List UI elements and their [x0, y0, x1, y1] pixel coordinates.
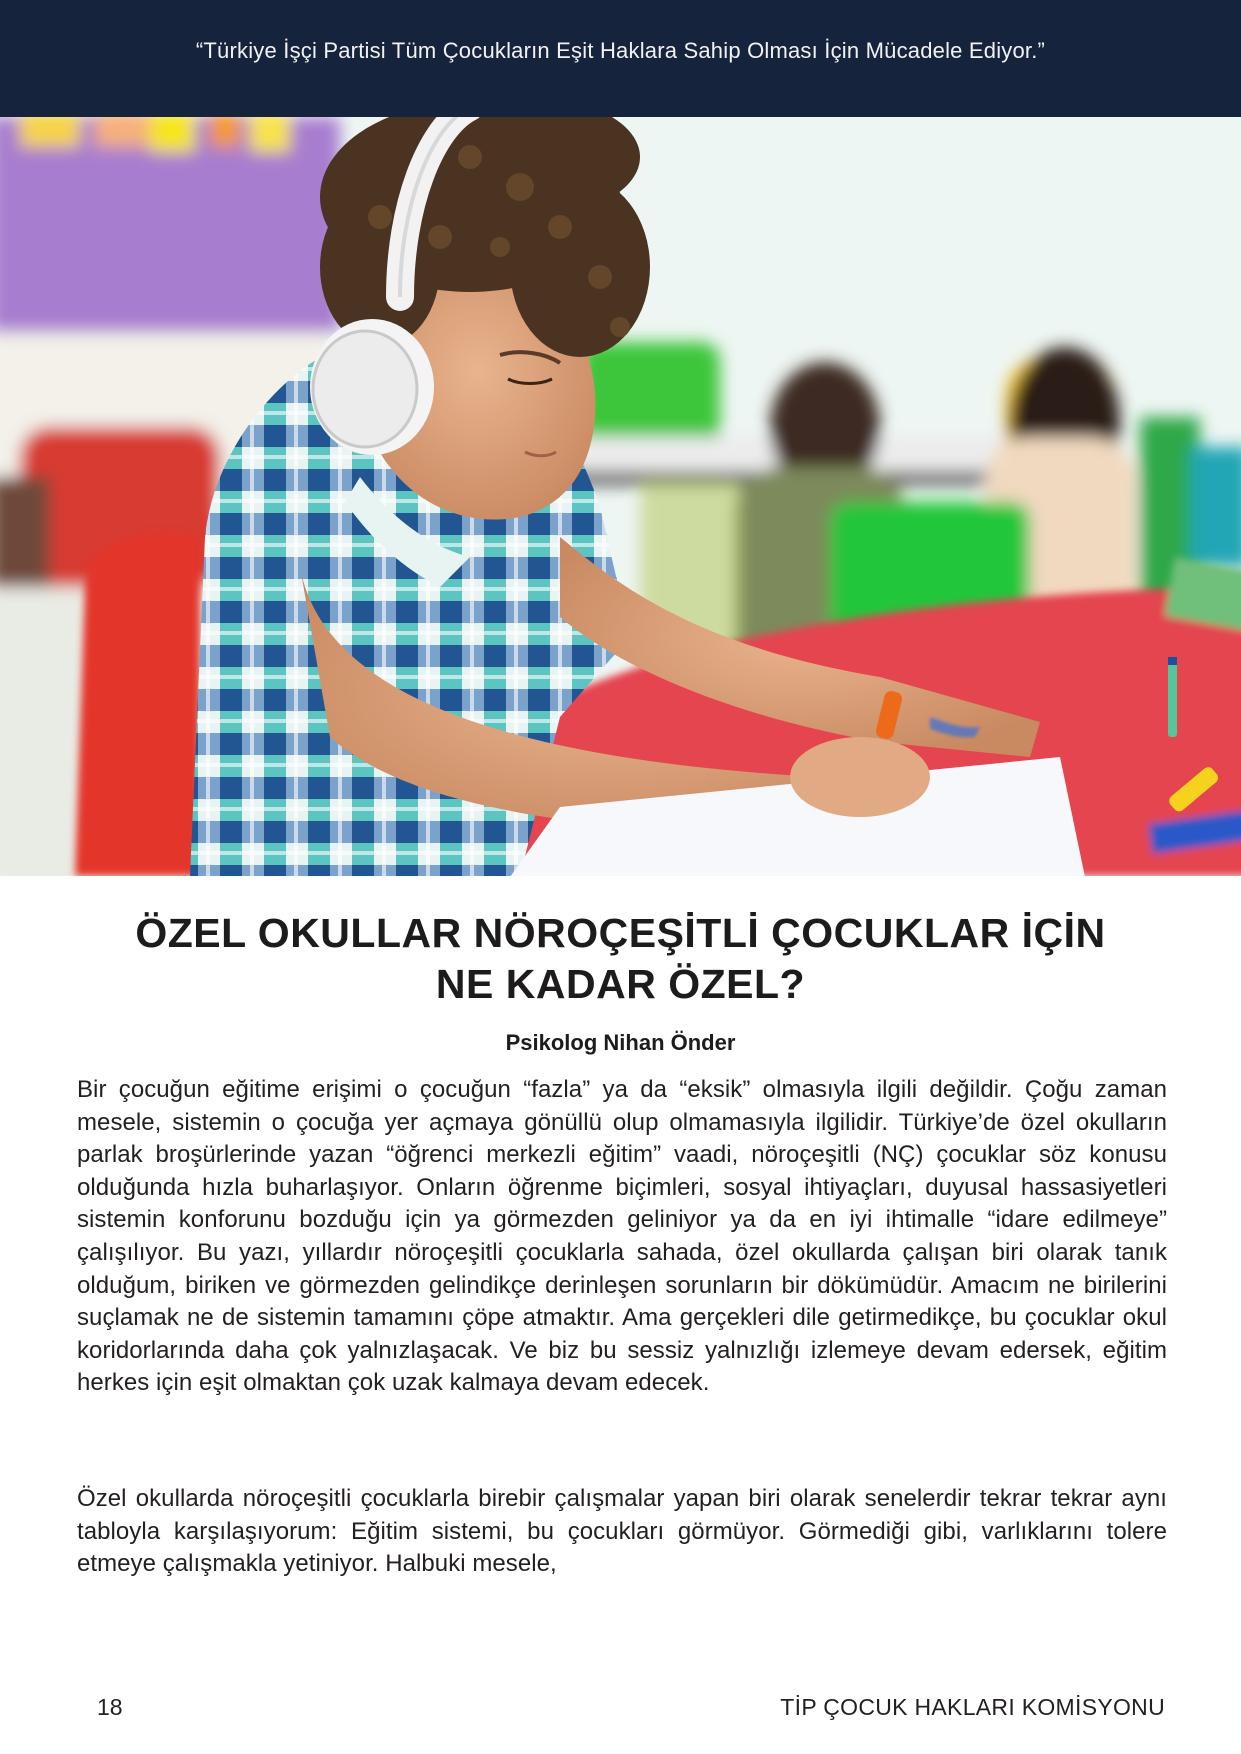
article-title-line-2: NE KADAR ÖZEL? [435, 961, 806, 1007]
page-number: 18 [97, 1694, 123, 1720]
article-title [80, 908, 1161, 1010]
hero-photo [0, 117, 1241, 876]
footer-organization: TİP ÇOCUK HAKLARI KOMİSYONU [780, 1694, 1165, 1720]
article-author: Psikolog Nihan Önder [505, 1030, 736, 1055]
article-paragraph: Bir çocuğun eğitime erişimi o çocuğun “fazla” ya da “eksik” olmasıyla ilgili değildir. Çoğu zaman mesele, sistemin o çocuğa yer açmaya gönüllü olup olmamasıyla ilgilidir. Türkiye’de özel okulların parlak broşürlerinde yazan “öğrenci merkezli eğitim” vaadi, nöroçeşitli (NÇ) çocuklar söz konusu olduğunda hızla buharlaşıyor. Onların öğrenme biçimleri, sosyal ihtiyaçları, duyusal hassasiyetleri sistemin konforunu bozduğu için ya görmezden geliniyor ya da en iyi ihtimalle “idare edilmeye” çalışılıyor. Bu yazı, yıllardır nöroçeşitli çocuklarla sahada, özel okullarda çalışan biri olarak tanık olduğum, biriken ve görmezden gelindikçe derinleşen sorunların bir dökümüdür. Amacım ne birilerini suçlamak ne de sistemin tamamını çöpe atmaktır. Ama gerçekleri dile getirmedikçe, bu çocuklar okul koridorlarında daha çok yalnızlaşacak. Ve biz bu sessiz yalnızlığı izlemeye devam edersek, eğitim herkes için eşit olmaktan çok uzak kalmaya devam edecek. [77, 1076, 1167, 1397]
photo-child-drawing-with-headphones [0, 117, 1241, 876]
header-quote: “Türkiye İşçi Partisi Tüm Çocukların Eşit Haklara Sahip Olması İçin Mücadele Ediyor.” [195, 38, 1046, 63]
article-title-line-1: ÖZEL OKULLAR NÖROÇEŞİTLİ ÇOCUKLAR İÇİN [135, 910, 1106, 956]
article-paragraph: Özel okullarda nöroçeşitli çocuklarla birebir çalışmalar yapan biri olarak senelerdir tekrar tekrar aynı tabloyla karşılaşıyorum: Eğitim sistemi, bu çocukları görmüyor. Görmediği gibi, varlıklarını tolere etmeye çalışmakla yetiniyor. Halbuki mesele, [77, 1485, 1167, 1578]
header-banner [0, 0, 1241, 117]
